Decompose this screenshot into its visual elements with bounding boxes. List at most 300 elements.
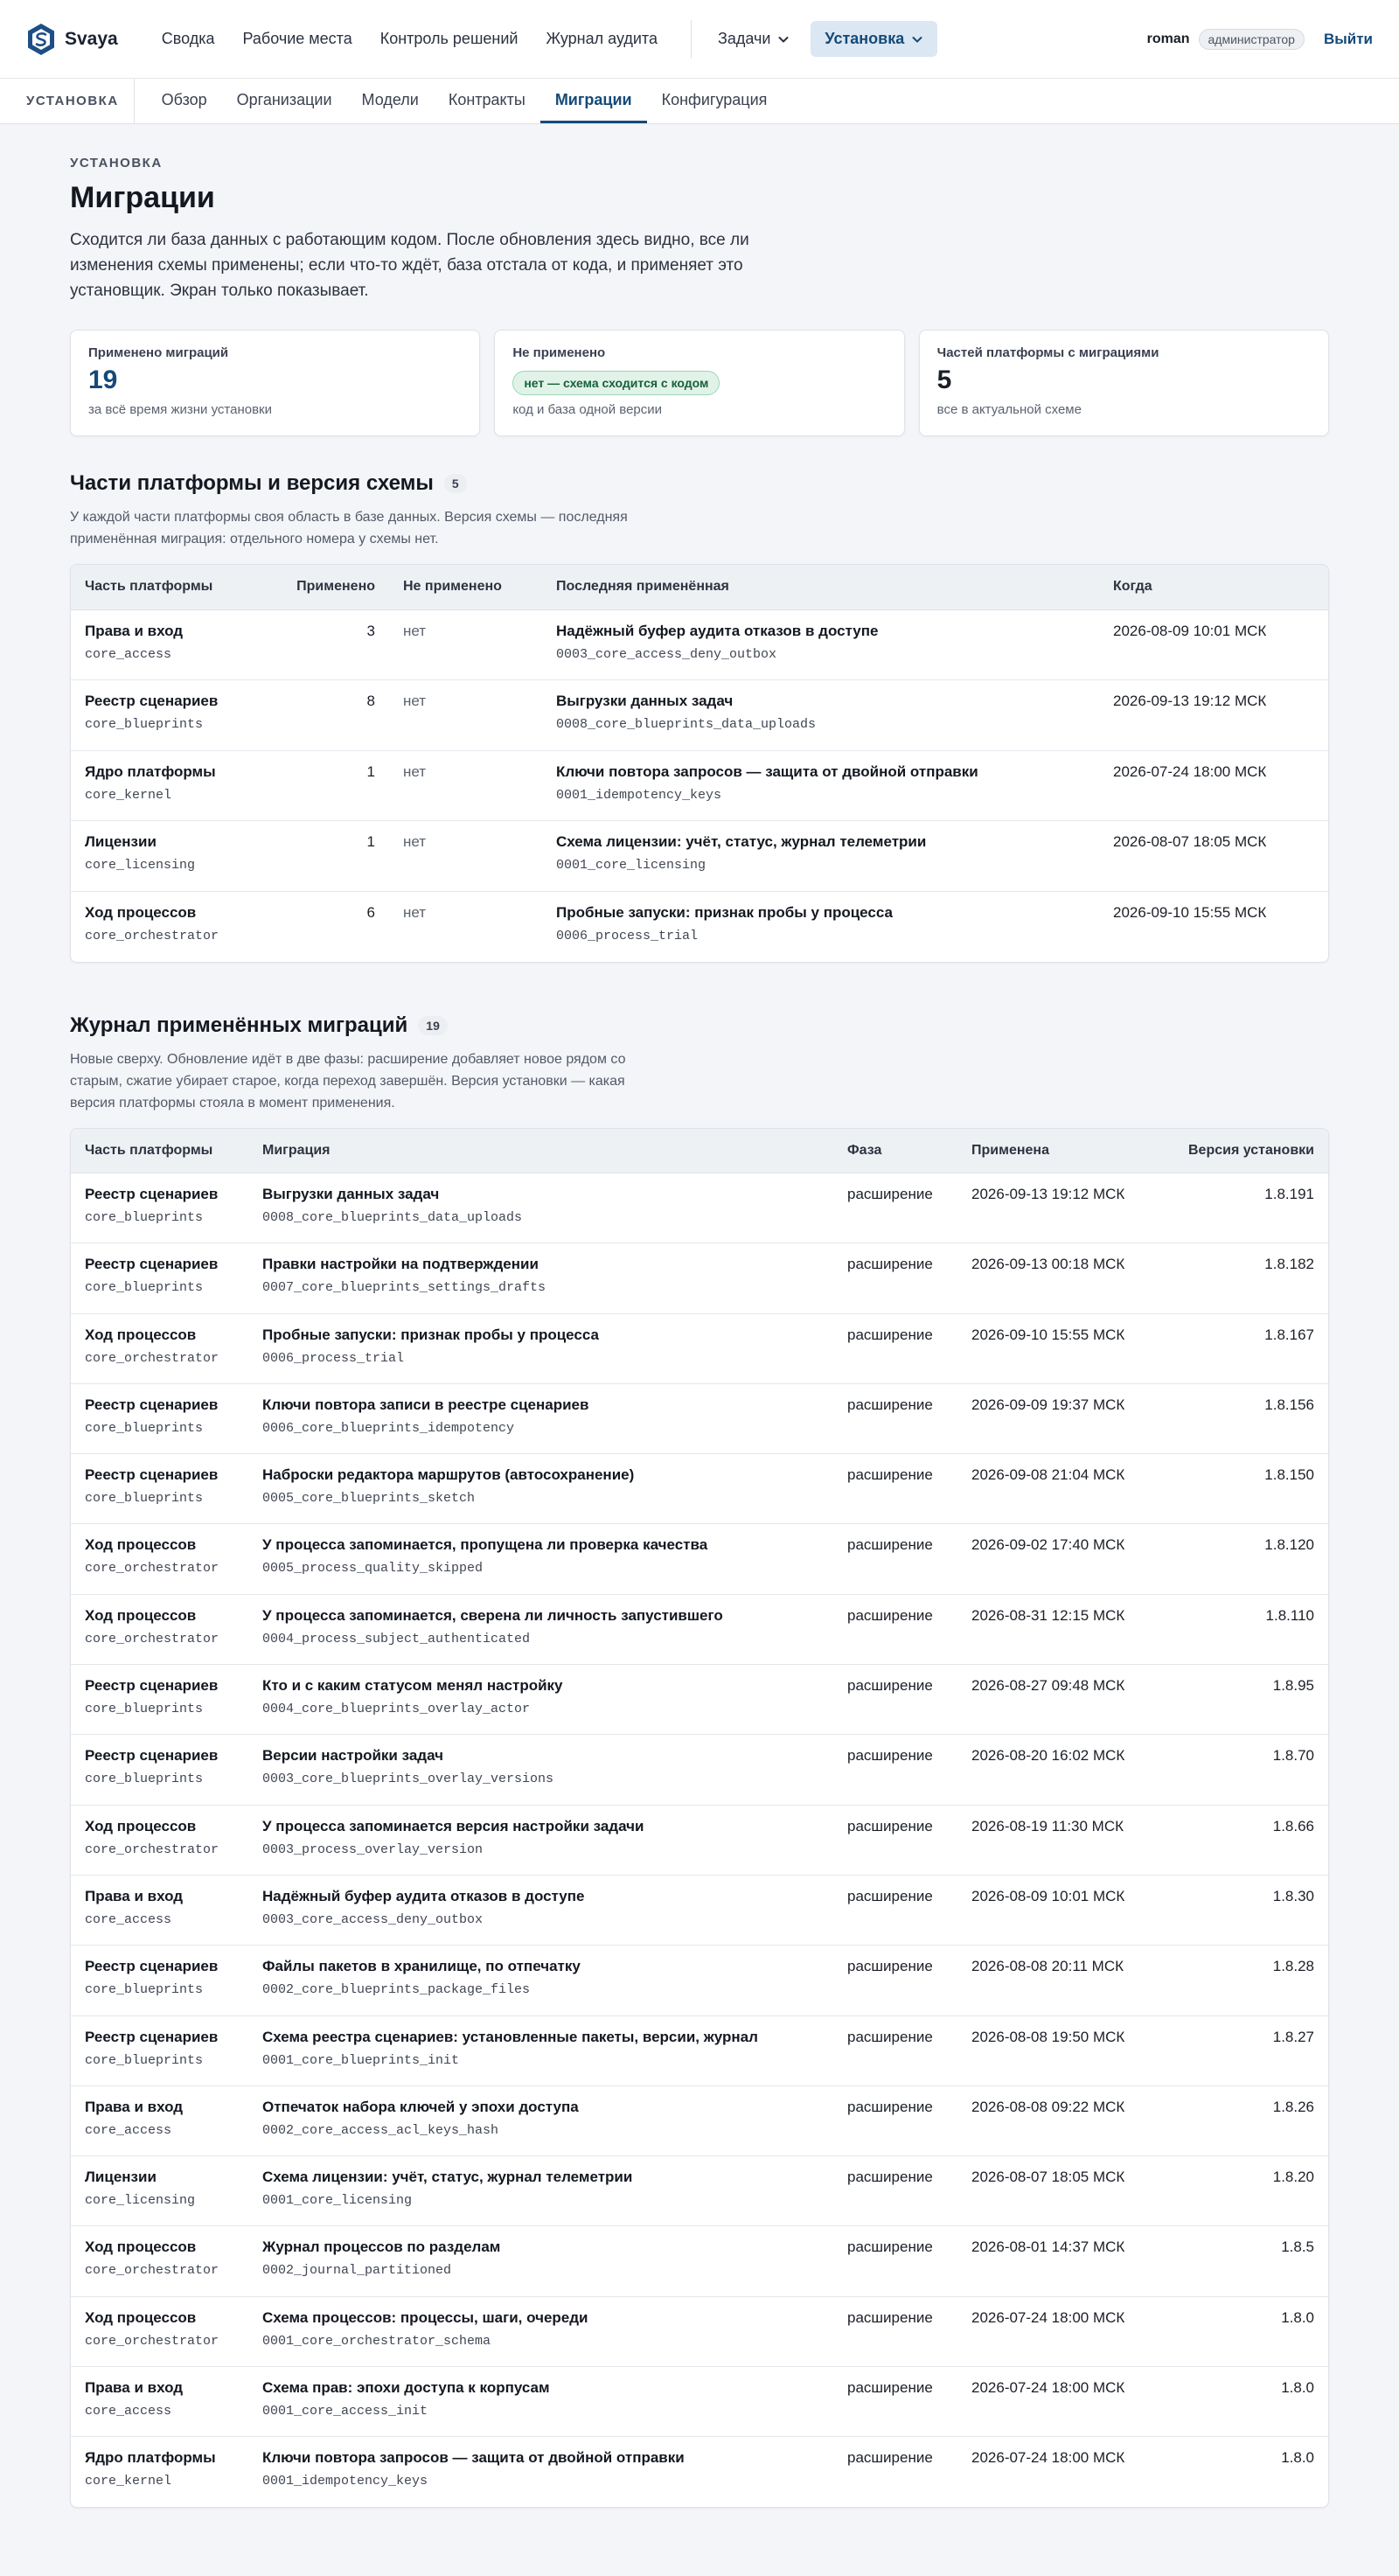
- cell-version: 1.8.150: [1154, 1454, 1328, 1524]
- cell-version: 1.8.0: [1154, 2296, 1328, 2366]
- stat-value: 5: [936, 366, 952, 394]
- cell-pending: нет: [389, 609, 542, 680]
- last-migration-name: Схема лицензии: учёт, статус, журнал телеметрии: [556, 833, 927, 850]
- journal-section-description: Новые сверху. Обновление идёт в две фазы: расширение добавляет новое рядом со старым, сжатие убирает старое, когда переход завершён. Версия установки — какая версия платформы стояла в момент применения.: [70, 1051, 626, 1110]
- cell-applied-at: 2026-08-20 16:02 МСК: [957, 1735, 1154, 1805]
- cell-part: [71, 609, 279, 680]
- menu-installation[interactable]: [811, 21, 937, 57]
- user-name: roman: [1146, 31, 1190, 46]
- cell-part: [71, 1524, 248, 1594]
- part-name: Реестр сценариев: [85, 1466, 219, 1484]
- part-code: core_orchestrator: [85, 1631, 219, 1647]
- nav-dashboard[interactable]: Сводка: [161, 30, 215, 47]
- migration-name: Схема реестра сценариев: установленные пакеты, версии, журнал: [262, 2028, 758, 2045]
- part-name: Ход процессов: [85, 2238, 197, 2256]
- stat-note: за всё время жизни установки: [88, 402, 272, 417]
- last-migration-code: 0003_core_access_deny_outbox: [556, 646, 777, 662]
- migration-name: Ключи повтора запросов — защита от двойной отправки: [262, 2449, 685, 2467]
- migration-code: 0001_core_orchestrator_schema: [262, 2333, 491, 2349]
- main-content: [0, 124, 1399, 2508]
- cell-migration: [248, 1735, 833, 1805]
- table-row[interactable]: [71, 2016, 1328, 2085]
- part-code: core_blueprints: [85, 717, 204, 732]
- migration-name: Схема процессов: процессы, шаги, очереди: [262, 2308, 588, 2326]
- part-name: Ход процессов: [85, 1817, 197, 1835]
- cell-part: [71, 2085, 248, 2155]
- part-name: Реестр сценариев: [85, 2028, 219, 2045]
- part-code: core_blueprints: [85, 1702, 204, 1717]
- stat-label: Не применено: [512, 345, 606, 360]
- cell-version: 1.8.27: [1154, 2016, 1328, 2085]
- cell-when: 2026-09-13 19:12 МСК: [1099, 680, 1328, 751]
- table-row[interactable]: [71, 1243, 1328, 1313]
- migration-name: Кто и с каким статусом менял настройку: [262, 1677, 563, 1695]
- cell-applied: 1: [279, 750, 389, 821]
- migration-code: 0005_core_blueprints_sketch: [262, 1491, 476, 1507]
- sub-nav: [0, 79, 1399, 124]
- cell-migration: [248, 2156, 833, 2226]
- nav-audit-log[interactable]: Журнал аудита: [546, 30, 658, 47]
- tab-overview[interactable]: Обзор: [161, 90, 207, 108]
- stat-note: все в актуальной схеме: [936, 402, 1082, 417]
- table-row[interactable]: [71, 1313, 1328, 1383]
- last-migration-name: Пробные запуски: признак пробы у процесса: [556, 903, 893, 921]
- parts-count-badge: 5: [444, 474, 467, 493]
- cell-migration: [248, 1805, 833, 1875]
- migration-code: 0002_core_blueprints_package_files: [262, 1982, 531, 1998]
- stat-parts: [919, 330, 1329, 436]
- cell-phase: расширение: [833, 1383, 957, 1453]
- part-name: Лицензии: [85, 833, 157, 850]
- table-row[interactable]: [71, 1805, 1328, 1875]
- part-code: core_kernel: [85, 2474, 172, 2489]
- table-header-row: [71, 565, 1328, 609]
- part-code: core_blueprints: [85, 1772, 204, 1787]
- migration-code: 0002_core_access_acl_keys_hash: [262, 2122, 499, 2138]
- part-name: Лицензии: [85, 2169, 157, 2186]
- table-row[interactable]: [71, 750, 1328, 821]
- part-code: core_blueprints: [85, 1210, 204, 1225]
- cell-phase: расширение: [833, 1805, 957, 1875]
- cell-phase: расширение: [833, 1243, 957, 1313]
- parts-table: [70, 564, 1329, 963]
- tab-contracts[interactable]: Контракты: [448, 90, 525, 108]
- stat-label: Применено миграций: [88, 345, 229, 360]
- parts-section-description: У каждой части платформы своя область в базе данных. Версия схемы — последняя применённая миграция: отдельного номера у схемы нет.: [70, 510, 628, 547]
- cell-applied-at: 2026-08-08 20:11 МСК: [957, 1946, 1154, 2016]
- cell-last: [542, 891, 1099, 962]
- cell-phase: расширение: [847, 2449, 933, 2467]
- part-code: core_access: [85, 646, 172, 662]
- cell-phase: расширение: [833, 2226, 957, 2296]
- column-header: Фаза: [833, 1129, 957, 1173]
- table-row[interactable]: [71, 891, 1328, 962]
- cell-applied-at: 2026-08-27 09:48 МСК: [957, 1665, 1154, 1735]
- migration-code: 0008_core_blueprints_data_uploads: [262, 1210, 523, 1225]
- cell-applied-at: 2026-09-08 21:04 МСК: [957, 1454, 1154, 1524]
- parts-table-body: [71, 609, 1328, 962]
- chevron-down-icon: [777, 33, 790, 45]
- migration-code: 0003_core_access_deny_outbox: [262, 1911, 484, 1927]
- cell-phase: расширение: [833, 1454, 957, 1524]
- part-name: Ядро платформы: [85, 762, 216, 780]
- part-name: Права и вход: [85, 2379, 184, 2397]
- part-code: core_orchestrator: [85, 2263, 219, 2279]
- cell-part: [71, 2226, 248, 2296]
- migration-name: Правки настройки на подтверждении: [262, 1256, 539, 1273]
- menu-installation-label: Установка: [825, 30, 905, 47]
- part-code: core_access: [85, 2122, 172, 2138]
- cell-migration: [248, 2226, 833, 2296]
- cell-last: [542, 680, 1099, 751]
- column-header: Когда: [1099, 565, 1328, 609]
- part-code: core_licensing: [85, 858, 196, 873]
- part-name: Реестр сценариев: [85, 1958, 219, 1975]
- cell-migration: [248, 1594, 833, 1664]
- table-row[interactable]: [71, 2156, 1328, 2226]
- migration-code: 0002_journal_partitioned: [262, 2263, 452, 2279]
- cell-applied-at: 2026-09-13 00:18 МСК: [957, 1243, 1154, 1313]
- cell-pending: нет: [389, 750, 542, 821]
- part-name: Ход процессов: [85, 1326, 197, 1343]
- part-name: Реестр сценариев: [85, 693, 219, 709]
- migration-name: Схема лицензии: учёт, статус, журнал телеметрии: [262, 2169, 633, 2186]
- part-name: Права и вход: [85, 1887, 184, 1904]
- tab-organizations[interactable]: Организации: [236, 90, 332, 108]
- parts-section-title: Части платформы и версия схемы: [70, 471, 434, 495]
- column-header: Часть платформы: [71, 565, 279, 609]
- cell-phase: расширение: [833, 1665, 957, 1735]
- tab-configuration[interactable]: Конфигурация: [661, 90, 768, 108]
- cell-migration: [248, 1524, 833, 1594]
- stat-value: 19: [88, 366, 118, 394]
- part-name: Права и вход: [85, 622, 184, 639]
- cell-version: 1.8.66: [1154, 1805, 1328, 1875]
- migration-name: Наброски редактора маршрутов (автосохранение): [262, 1466, 635, 1484]
- role-badge: администратор: [1199, 29, 1305, 50]
- migration-code: 0005_process_quality_skipped: [262, 1561, 484, 1577]
- cell-migration: [248, 1946, 833, 2016]
- journal-section-title: Журнал применённых миграций: [70, 1013, 408, 1037]
- part-code: core_blueprints: [85, 1982, 204, 1998]
- cell-pending: нет: [389, 680, 542, 751]
- cell-migration: [248, 1665, 833, 1735]
- part-code: core_orchestrator: [85, 1350, 219, 1366]
- brand[interactable]: [26, 23, 118, 56]
- table-row[interactable]: [71, 2085, 1328, 2155]
- cell-applied: 1: [279, 821, 389, 892]
- table-row[interactable]: [71, 2437, 1328, 2507]
- menu-tasks-label: Задачи: [717, 30, 771, 47]
- cell-applied-at: 2026-09-09 19:37 МСК: [957, 1383, 1154, 1453]
- migration-name: Журнал процессов по разделам: [262, 2238, 501, 2256]
- part-code: core_blueprints: [85, 2052, 204, 2068]
- migration-name: У процесса запоминается версия настройки задачи: [262, 1817, 644, 1835]
- stats-row: [70, 330, 1329, 436]
- cell-last: [542, 821, 1099, 892]
- cell-migration: [248, 2296, 833, 2366]
- cell-part: [71, 2437, 248, 2507]
- table-row[interactable]: [71, 609, 1328, 680]
- part-code: core_orchestrator: [85, 1561, 219, 1577]
- cell-phase: расширение: [833, 2367, 957, 2437]
- table-row[interactable]: [71, 1735, 1328, 1805]
- stat-applied: [70, 330, 480, 436]
- part-code: core_orchestrator: [85, 2333, 219, 2349]
- migration-name: Пробные запуски: признак пробы у процесса: [262, 1326, 599, 1343]
- cell-last: [542, 609, 1099, 680]
- migration-code: 0006_process_trial: [262, 1350, 405, 1366]
- cell-part: [71, 1454, 248, 1524]
- page-title: Миграции: [70, 181, 215, 214]
- table-row[interactable]: [71, 1454, 1328, 1524]
- last-migration-code: 0006_process_trial: [556, 928, 699, 943]
- cell-applied-at: 2026-07-24 18:00 МСК: [957, 2367, 1154, 2437]
- cell-applied-at: 2026-08-19 11:30 МСК: [957, 1805, 1154, 1875]
- cell-applied-at: 2026-07-24 18:00 МСК: [971, 2449, 1125, 2467]
- cell-phase: расширение: [833, 1946, 957, 2016]
- cell-version: 1.8.5: [1154, 2226, 1328, 2296]
- part-code: core_kernel: [85, 787, 172, 803]
- cell-part: [71, 1313, 248, 1383]
- last-migration-code: 0008_core_blueprints_data_uploads: [556, 717, 817, 732]
- last-migration-name: Надёжный буфер аудита отказов в доступе: [556, 622, 879, 639]
- column-header: Не применено: [389, 565, 542, 609]
- part-name: Реестр сценариев: [85, 1747, 219, 1765]
- cell-part: [71, 1594, 248, 1664]
- cell-version: 1.8.0: [1154, 2367, 1328, 2437]
- migration-name: У процесса запоминается, пропущена ли проверка качества: [262, 1536, 708, 1554]
- part-name: Права и вход: [85, 2098, 184, 2115]
- cell-part: [71, 1383, 248, 1453]
- cell-phase: расширение: [833, 1594, 957, 1664]
- cell-phase: расширение: [833, 1735, 957, 1805]
- cell-part: [71, 1946, 248, 2016]
- stat-pending: [494, 330, 904, 436]
- cell-part: [71, 1243, 248, 1313]
- part-name: Реестр сценариев: [85, 1186, 219, 1202]
- cell-migration: [248, 2437, 833, 2507]
- cell-part: [71, 1173, 248, 1243]
- table-row[interactable]: [71, 1594, 1328, 1664]
- migration-name: Версии настройки задач: [262, 1747, 443, 1765]
- migration-name: Схема прав: эпохи доступа к корпусам: [262, 2379, 550, 2397]
- stat-note: код и база одной версии: [512, 402, 663, 417]
- logout-button[interactable]: Выйти: [1323, 30, 1373, 47]
- cell-part: [71, 680, 279, 751]
- cell-when: 2026-09-10 15:55 МСК: [1113, 903, 1267, 921]
- migration-name: Отпечаток набора ключей у эпохи доступа: [262, 2098, 579, 2115]
- cell-version: 1.8.0: [1281, 2449, 1314, 2467]
- column-header: Часть платформы: [71, 1129, 248, 1173]
- cell-migration: [248, 1454, 833, 1524]
- part-name: Ядро платформы: [85, 2449, 216, 2467]
- status-badge: нет — схема сходится с кодом: [512, 371, 720, 395]
- table-row[interactable]: [71, 1524, 1328, 1594]
- cell-version: 1.8.182: [1154, 1243, 1328, 1313]
- cell-phase: расширение: [833, 2296, 957, 2366]
- cell-when: 2026-07-24 18:00 МСК: [1099, 750, 1328, 821]
- cell-part: [71, 2367, 248, 2437]
- cell-part: [71, 891, 279, 962]
- cell-version: 1.8.30: [1154, 1875, 1328, 1945]
- cell-version: 1.8.70: [1154, 1735, 1328, 1805]
- nav-workspaces[interactable]: Рабочие места: [242, 30, 352, 47]
- last-migration-name: Ключи повтора запросов — защита от двойной отправки: [556, 762, 978, 780]
- part-name: Ход процессов: [85, 1536, 197, 1554]
- migration-code: 0001_idempotency_keys: [262, 2474, 428, 2489]
- cell-part: [71, 1665, 248, 1735]
- cell-applied-at: 2026-09-13 19:12 МСК: [957, 1173, 1154, 1243]
- cell-version: 1.8.156: [1154, 1383, 1328, 1453]
- cell-part: [71, 1875, 248, 1945]
- cell-version: 1.8.110: [1154, 1594, 1328, 1664]
- part-name: Реестр сценариев: [85, 1677, 219, 1695]
- column-header: Миграция: [248, 1129, 833, 1173]
- menu-tasks[interactable]: [704, 21, 804, 57]
- stat-label: Частей платформы с миграциями: [936, 345, 1159, 360]
- page-eyebrow: УСТАНОВКА: [70, 156, 163, 171]
- migration-code: 0007_core_blueprints_settings_drafts: [262, 1280, 546, 1296]
- last-migration-name: Выгрузки данных задач: [556, 693, 734, 709]
- cell-applied-at: 2026-08-09 10:01 МСК: [957, 1875, 1154, 1945]
- cell-phase: расширение: [833, 1313, 957, 1383]
- table-row[interactable]: [71, 821, 1328, 892]
- cell-migration: [248, 2016, 833, 2085]
- column-header: Применена: [957, 1129, 1154, 1173]
- cell-phase: расширение: [833, 1875, 957, 1945]
- column-header: Последняя применённая: [542, 565, 1099, 609]
- migration-code: 0001_core_access_init: [262, 2404, 428, 2419]
- table-row[interactable]: [71, 1665, 1328, 1735]
- cell-phase: расширение: [833, 1173, 957, 1243]
- cell-phase: расширение: [833, 2016, 957, 2085]
- cell-last: [542, 750, 1099, 821]
- migration-name: Ключи повтора записи в реестре сценариев: [262, 1396, 589, 1413]
- journal-count-badge: 19: [418, 1016, 448, 1035]
- part-code: core_blueprints: [85, 1491, 204, 1507]
- cell-applied: 8: [279, 680, 389, 751]
- cell-migration: [248, 1383, 833, 1453]
- part-code: core_orchestrator: [85, 1841, 219, 1857]
- cell-part: [71, 2156, 248, 2226]
- part-code: core_access: [85, 1911, 172, 1927]
- table-row[interactable]: [71, 2367, 1328, 2437]
- migration-code: 0001_core_blueprints_init: [262, 2052, 460, 2068]
- nav-decision-control[interactable]: Контроль решений: [379, 30, 519, 47]
- main-nav: [148, 20, 938, 59]
- cell-version: 1.8.120: [1154, 1524, 1328, 1594]
- part-name: Ход процессов: [85, 2308, 197, 2326]
- page-description: Сходится ли база данных с работающим кодом. После обновления здесь видно, все ли изменения схемы применены; если что-то ждёт, база отстала от кода, и применяет это установщик. Экран только показывает.: [70, 231, 749, 300]
- journal-table: [70, 1128, 1329, 2509]
- cell-version: 1.8.191: [1154, 1173, 1328, 1243]
- cell-version: 1.8.28: [1154, 1946, 1328, 2016]
- migration-name: У процесса запоминается, сверена ли личность запустившего: [262, 1606, 723, 1624]
- cell-applied: 3: [279, 609, 389, 680]
- cell-phase: расширение: [833, 2156, 957, 2226]
- table-row[interactable]: [71, 680, 1328, 751]
- cell-applied-at: 2026-08-08 09:22 МСК: [957, 2085, 1154, 2155]
- migration-code: 0003_core_blueprints_overlay_versions: [262, 1772, 554, 1787]
- table-row[interactable]: [71, 1383, 1328, 1453]
- cell-phase: расширение: [833, 1524, 957, 1594]
- part-code: core_licensing: [85, 2193, 196, 2209]
- journal-section-header: [70, 1013, 1329, 1038]
- part-name: Реестр сценариев: [85, 1396, 219, 1413]
- column-header: Версия установки: [1154, 1129, 1328, 1173]
- migration-name: Выгрузки данных задач: [262, 1186, 440, 1202]
- cell-applied-at: 2026-08-07 18:05 МСК: [957, 2156, 1154, 2226]
- cell-part: [71, 750, 279, 821]
- last-migration-code: 0001_core_licensing: [556, 858, 706, 873]
- parts-section-header: [70, 471, 1329, 496]
- part-name: Ход процессов: [85, 1606, 197, 1624]
- cell-applied-at: 2026-08-08 19:50 МСК: [957, 2016, 1154, 2085]
- migration-code: 0003_process_overlay_version: [262, 1841, 484, 1857]
- cell-applied-at: 2026-07-24 18:00 МСК: [957, 2296, 1154, 2366]
- migration-code: 0004_core_blueprints_overlay_actor: [262, 1702, 531, 1717]
- part-code: core_access: [85, 2404, 172, 2419]
- cell-when: 2026-08-07 18:05 МСК: [1099, 821, 1328, 892]
- cell-applied-at: 2026-09-02 17:40 МСК: [957, 1524, 1154, 1594]
- cell-pending: нет: [403, 903, 427, 921]
- table-row[interactable]: [71, 1173, 1328, 1243]
- tab-models[interactable]: Модели: [361, 90, 419, 108]
- cell-when: 2026-08-09 10:01 МСК: [1099, 609, 1328, 680]
- migration-code: 0006_core_blueprints_idempotency: [262, 1420, 515, 1436]
- cell-part: [71, 1735, 248, 1805]
- cell-part: [71, 2016, 248, 2085]
- chevron-down-icon: [911, 33, 923, 45]
- column-header: Применено: [279, 565, 389, 609]
- cell-version: 1.8.95: [1154, 1665, 1328, 1735]
- cell-applied: 6: [366, 903, 375, 921]
- cell-migration: [248, 1313, 833, 1383]
- cell-version: 1.8.167: [1154, 1313, 1328, 1383]
- migration-name: Файлы пакетов в хранилище, по отпечатку: [262, 1958, 581, 1975]
- cell-migration: [248, 1173, 833, 1243]
- logo-icon: [26, 23, 56, 56]
- part-code: core_orchestrator: [85, 928, 219, 943]
- table-row[interactable]: [71, 2226, 1328, 2296]
- cell-migration: [248, 2367, 833, 2437]
- subnav-section-label: УСТАНОВКА: [0, 79, 135, 123]
- last-migration-code: 0001_idempotency_keys: [556, 787, 722, 803]
- table-row[interactable]: [71, 1946, 1328, 2016]
- cell-applied-at: 2026-08-31 12:15 МСК: [957, 1594, 1154, 1664]
- migration-code: 0004_process_subject_authenticated: [262, 1631, 531, 1647]
- user-area: [1147, 29, 1373, 50]
- table-header-row: [71, 1129, 1328, 1173]
- journal-table-body: [71, 1173, 1328, 2508]
- migration-name: Надёжный буфер аудита отказов в доступе: [262, 1887, 585, 1904]
- top-bar: [0, 0, 1399, 79]
- cell-migration: [248, 2085, 833, 2155]
- table-row[interactable]: [71, 2296, 1328, 2366]
- brand-name: Svaya: [65, 28, 118, 49]
- cell-part: [71, 1805, 248, 1875]
- table-row[interactable]: [71, 1875, 1328, 1945]
- cell-version: 1.8.26: [1154, 2085, 1328, 2155]
- migration-code: 0001_core_licensing: [262, 2193, 413, 2209]
- cell-part: [71, 821, 279, 892]
- cell-version: 1.8.20: [1154, 2156, 1328, 2226]
- cell-pending: нет: [389, 821, 542, 892]
- part-code: core_blueprints: [85, 1280, 204, 1296]
- cell-migration: [248, 1243, 833, 1313]
- tab-migrations[interactable]: Миграции: [540, 79, 647, 123]
